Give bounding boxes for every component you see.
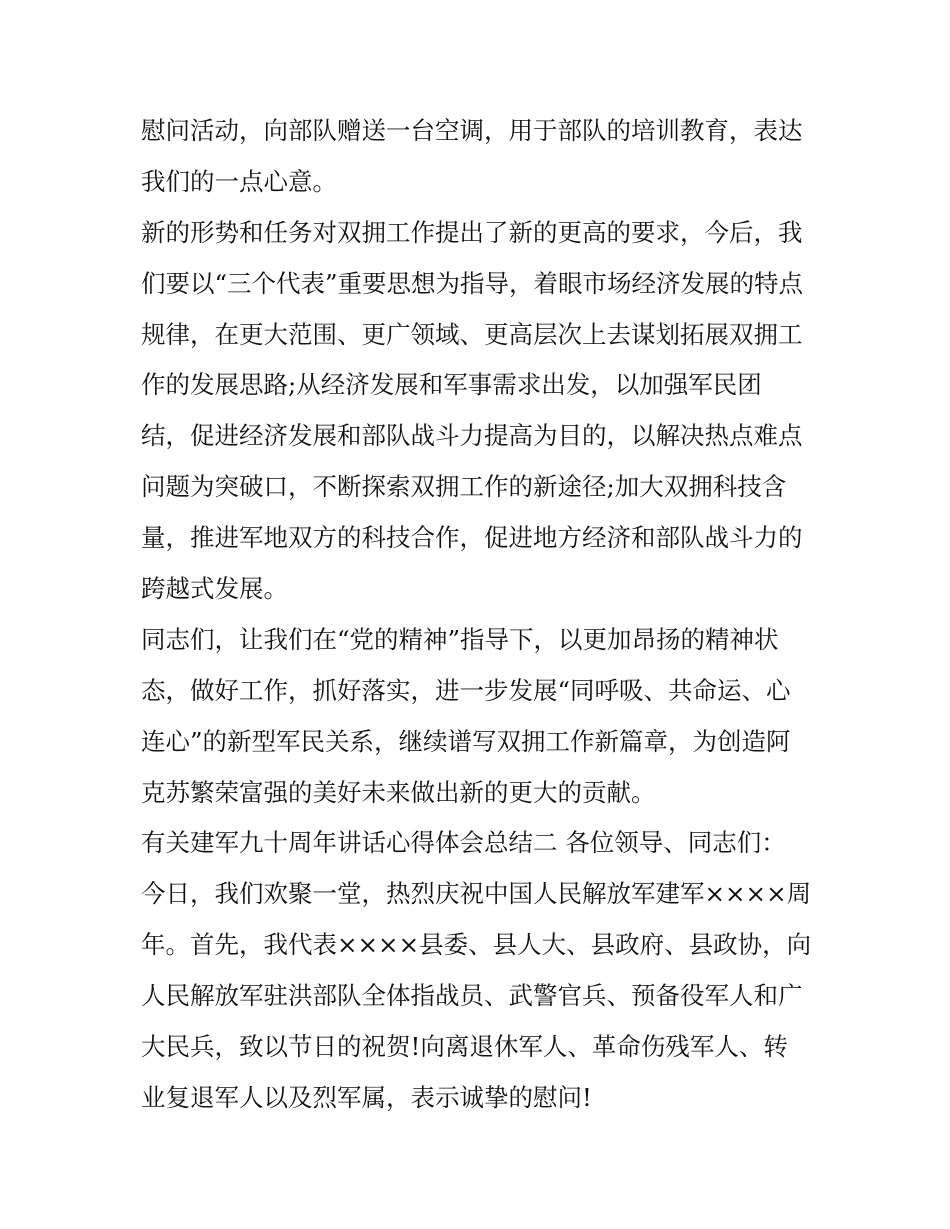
- text-line: 业复退军人以及烈军属，表示诚挚的慰问!: [141, 1082, 592, 1112]
- text-line: 们要以“三个代表”重要思想为指导，着眼市场经济发展的特点: [141, 268, 804, 298]
- text-line: 今日，我们欢聚一堂，热烈庆祝中国人民解放军建军××××周: [141, 879, 812, 909]
- text-line: 跨越式发展。: [141, 574, 288, 604]
- text-line: 克苏繁荣富强的美好未来做出新的更大的贡献。: [141, 777, 656, 807]
- text-line: 量，推进军地双方的科技合作，促进地方经济和部队战斗力的: [141, 523, 803, 553]
- text-line: 连心”的新型军民关系，继续谱写双拥工作新篇章，为创造阿: [141, 726, 791, 756]
- text-line: 慰问活动，向部队赠送一台空调，用于部队的培训教育，表达: [141, 116, 803, 145]
- text-line: 规律，在更大范围、更广领域、更高层次上去谋划拓展双拥工: [141, 319, 803, 349]
- text-line: 态，做好工作，抓好落实，进一步发展“同呼吸、共命运、心: [141, 675, 791, 705]
- section-heading-line: 有关建军九十周年讲话心得体会总结二 各位领导、同志们：: [141, 828, 786, 858]
- document-body: [141, 106, 821, 1124]
- text-line: 结，促进经济发展和部队战斗力提高为目的，以解决热点难点: [141, 421, 803, 451]
- text-line: 我们的一点心意。: [141, 166, 337, 196]
- text-line: 年。首先，我代表××××县委、县人大、县政府、县政协，向: [141, 930, 812, 960]
- text-line: 新的形势和任务对双拥工作提出了新的更高的要求，今后，我: [141, 217, 803, 247]
- text-line: 作的发展思路;从经济发展和军事需求出发，以加强军民团: [141, 370, 762, 400]
- text-line: 同志们，让我们在“党的精神”指导下，以更加昂扬的精神状: [141, 624, 779, 654]
- text-line: 人民解放军驻洪部队全体指战员、武警官兵、预备役军人和广: [141, 981, 803, 1011]
- text-line: 问题为突破口，不断探索双拥工作的新途径;加大双拥科技含: [141, 472, 787, 502]
- text-line: 大民兵，致以节日的祝贺!向离退休军人、革命伤残军人、转: [141, 1032, 788, 1062]
